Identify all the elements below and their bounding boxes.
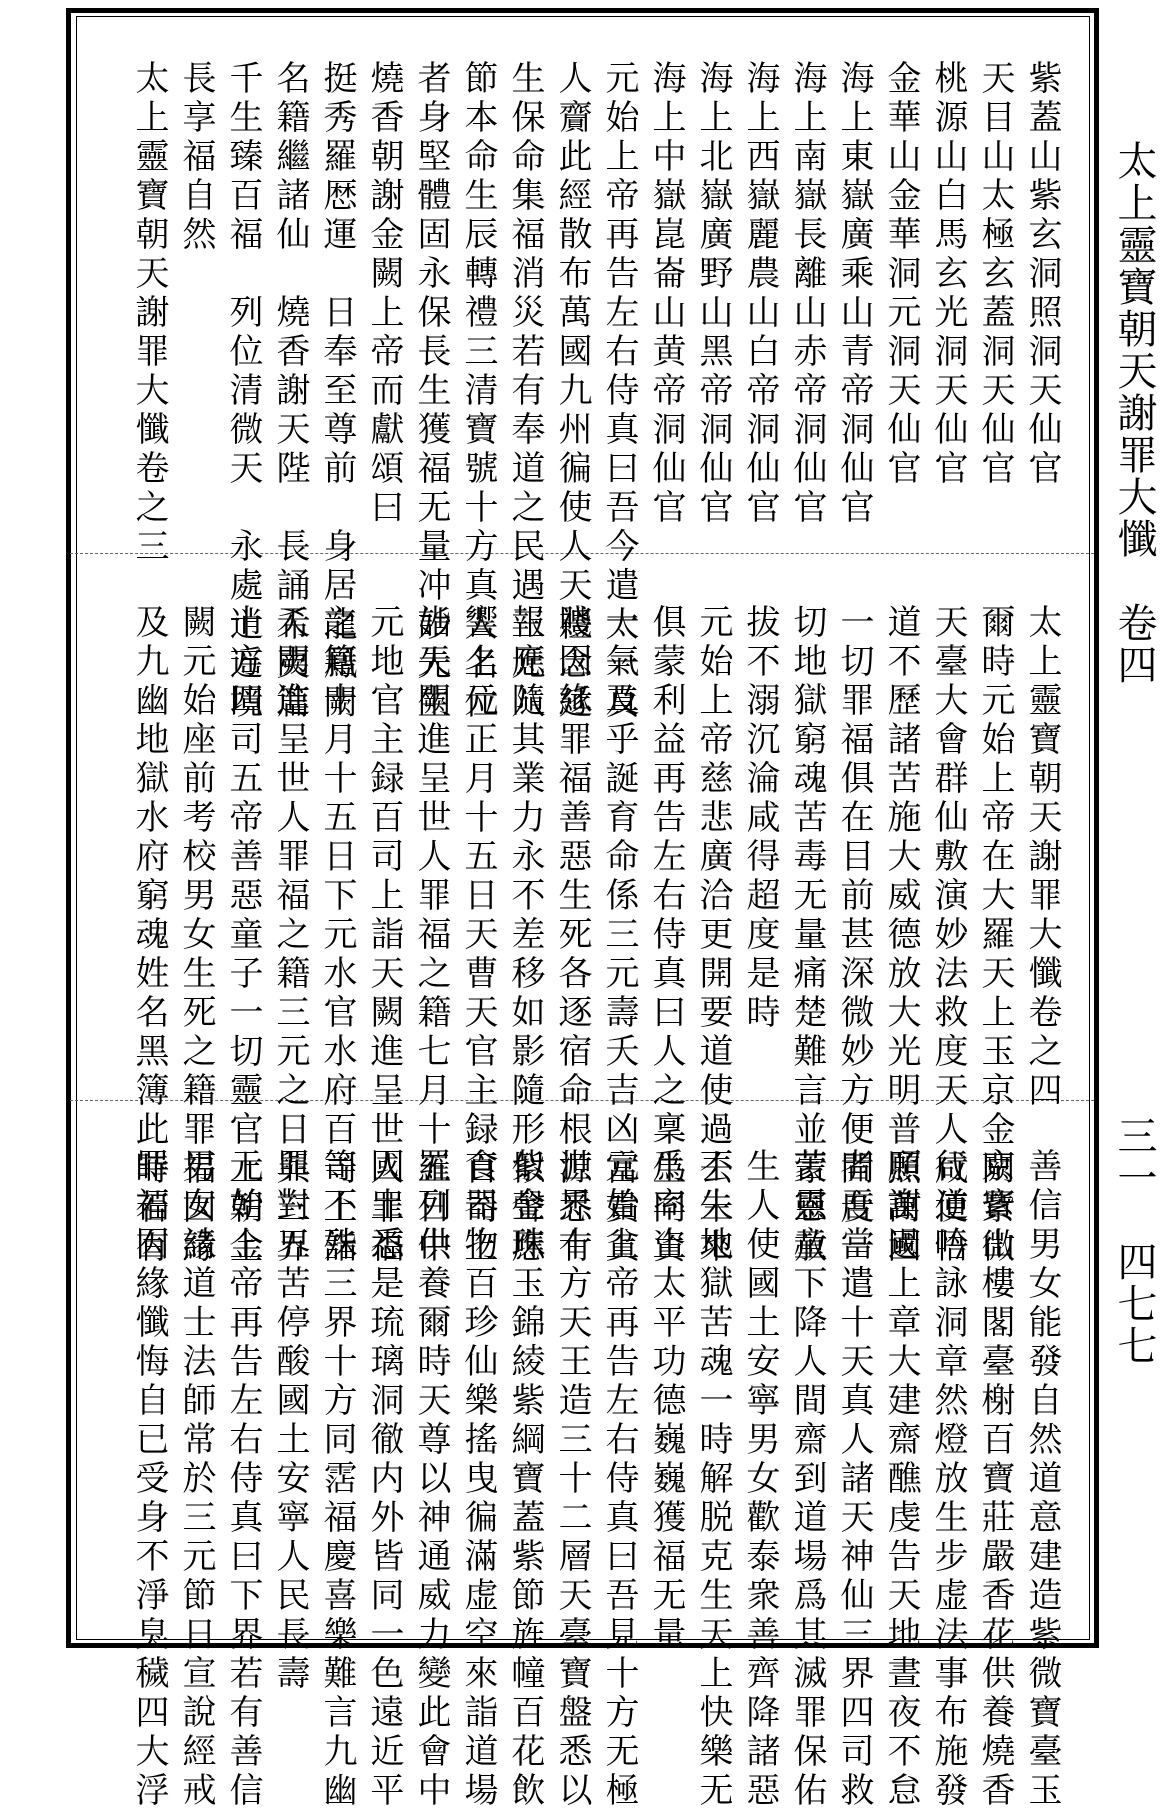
text-column: 食器物百珍仙樂搖曳徧滿虚空來詣道場 [458, 1148, 498, 1811]
text-column: 金華山金華洞元洞天仙官 [881, 60, 921, 489]
text-column: 元地官主録百司上詣天闕進呈世人罪福 [364, 604, 404, 1267]
text-panel-3 [129, 1148, 1065, 1811]
text-column: 海上東嶽廣乘山青帝洞仙官 [834, 60, 874, 528]
text-column: 罪福因緣懺悔自已受身不淨臭穢四大浮 [129, 1148, 169, 1811]
text-column: 等不殊三界十方同霑福慶喜樂難言九幽 [317, 1148, 357, 1811]
text-column: 爾時元始上帝在大羅天上玉京金闕紫微 [975, 604, 1015, 1267]
text-column: 及九幽地獄水府窮魂姓名黑簿此時若有 [129, 604, 169, 1267]
side-page-number: 三一 四七七 [1111, 1115, 1157, 1367]
text-column: 海上北嶽廣野山黑帝洞仙官 [693, 60, 733, 528]
text-column: 節本命生辰轉禮三清寶號十方真人名位 [458, 60, 498, 723]
text-column: 生人使國土安寧男女歡泰衆善齊降諸惡 [740, 1148, 780, 1811]
text-column: 爲率土太平功德巍巍獲福无量 [646, 1148, 686, 1655]
text-column: 者吾當遣十天真人諸天神仙三界四司救 [834, 1148, 874, 1811]
text-column: 元始上帝再告左右侍真曰吾見十方无極 [599, 1148, 639, 1811]
text-column: 海上中嶽崑崙山黄帝洞仙官 [646, 60, 686, 528]
side-title: 太上靈寶朝天謝罪大懺 卷四 [1111, 140, 1157, 686]
text-column: 一氣及乎誕育命係三元壽夭吉凶富貴貧 [599, 604, 639, 1267]
text-column: 世界十方天王造三十二層天臺寶盤悉以 [552, 1148, 592, 1811]
text-column: 天闕進呈世人罪福之籍三元之日與三界 [270, 604, 310, 1267]
text-column: 行道吟詠洞章然燈放生步虚法事布施發 [928, 1148, 968, 1811]
text-column: 生保命集福消災若有奉道之民遇三元八 [505, 60, 545, 723]
text-column: 苦靈童下降人間齋到道場爲其滅罪保佑 [787, 1148, 827, 1811]
text-column: 一切罪福俱在目前甚深微妙方便開度一 [834, 604, 874, 1267]
text-column: 天目山太極玄蓋洞天仙官 [975, 60, 1015, 489]
text-panel-2 [129, 604, 1065, 1267]
text-column: 善信男女能發自然道意建造紫微寶臺玉 [1022, 1148, 1062, 1811]
text-panel-1 [129, 60, 1065, 723]
text-column: 名籍繼諸仙 燒香謝天陛 長誦希夷篇 [270, 60, 310, 723]
text-column: 俱蒙利益再告左右侍真曰人之稟生同資 [646, 604, 686, 1267]
text-column: 十方四司五帝善惡童子一切靈官上朝金 [223, 604, 263, 1267]
text-column: 願謝過上章大建齋醮虔告天地晝夜不怠 [881, 1148, 921, 1811]
text-column: 長享福自然 [176, 60, 216, 255]
text-column: 切地獄窮魂苦毒无量痛楚難言並蒙恩赦 [787, 604, 827, 1267]
text-column: 賤因緣罪福善惡生死各逐宿命根源悉有 [552, 604, 592, 1267]
text-column: 報應隨其業力永不差移如影隨形似聲應 [505, 604, 545, 1267]
text-column: 元始上帝再告左右侍真曰吾今遣太一真 [599, 60, 639, 723]
text-column: 挺秀羅厯運 日奉至尊前 身居龍鳳闕 [317, 60, 357, 723]
text-column: 之籍十月十五日下元水官水府百司上詣 [317, 604, 357, 1267]
text-column: 國土悉是琉璃洞徹内外皆同一色遠近平 [364, 1148, 404, 1811]
text-column: 海上西嶽麗農山白帝洞仙官 [740, 60, 780, 528]
text-column: 羅列供養爾時天尊以神通威力變此會中 [411, 1148, 451, 1811]
text-column: 太上靈寶朝天謝罪大懺卷之四 [1022, 604, 1062, 1111]
text-column: 人齎此經散布萬國九州徧使人天禮念延 [552, 60, 592, 723]
text-column: 男女請道士法師常於三元節日宣說經戒 [176, 1148, 216, 1811]
text-column: 道不歷諸苦施大威德放大光明普照萬國 [881, 604, 921, 1267]
text-column: 天臺大會群仙敷演妙法救度天人咸使悟 [928, 604, 968, 1267]
text-column: 闕元始座前考校男女生死之籍罪福因緣 [176, 604, 216, 1267]
text-column: 燒香朝謝金闕上帝而獻頌曰 [364, 60, 404, 528]
text-column: 者身堅體固永保長生獲福无量冲妙先生 [411, 60, 451, 723]
text-column: 海上南嶽長離山赤帝洞仙官 [787, 60, 827, 528]
text-column: 響上元正月十五日天曹天官主録百司上 [458, 604, 498, 1267]
text-column: 紫蓋山紫玄洞照洞天仙官 [1022, 60, 1062, 489]
text-column: 太上靈寶朝天謝罪大懺卷之三 [129, 60, 169, 567]
text-column: 元始上帝慈悲廣洽更開要道使過去未來 [693, 604, 733, 1267]
text-column: 不生地獄苦魂一時解脱克生天上快樂无 [693, 1148, 733, 1811]
text-column: 詣天闕進呈世人罪福之籍七月十五日中 [411, 604, 451, 1267]
text-column: 紫金珠玉錦綾紫綱寶蓋紫節旌幢百花飲 [505, 1148, 545, 1811]
text-column: 京寶山樓閣臺榭百寶莊嚴香花供養燒香 [975, 1148, 1015, 1811]
text-column: 罪對五苦停酸國土安寧人民長壽 [270, 1148, 310, 1694]
text-column: 千生臻百福 列位清微天 永處逍遥境 [223, 60, 263, 723]
text-column: 拔不溺沉淪咸得超度是時 [740, 604, 780, 1033]
text-column: 元始上帝再告左右侍真曰下界若有善信 [223, 1148, 263, 1811]
text-column: 桃源山白馬玄光洞天仙官 [928, 60, 968, 489]
